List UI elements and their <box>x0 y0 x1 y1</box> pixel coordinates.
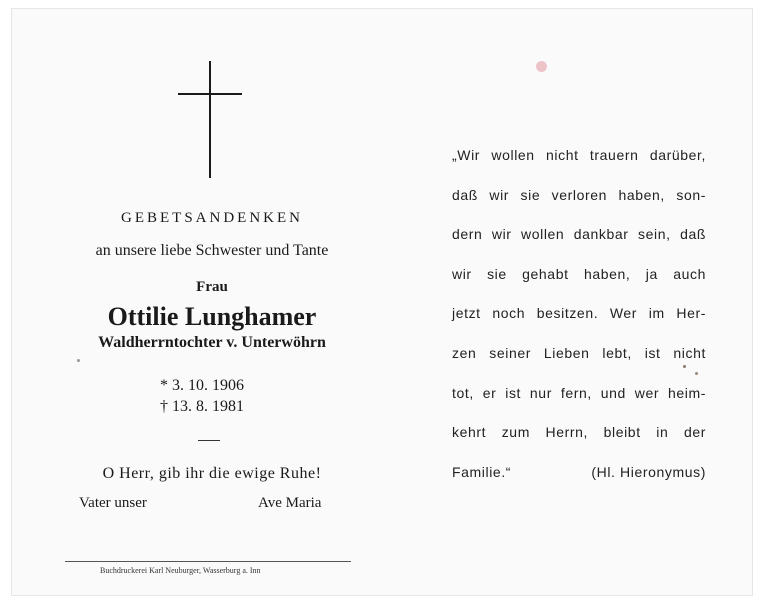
speck-mark <box>77 359 80 362</box>
origin-line: Waldherrntochter v. Unterwöhrn <box>98 334 326 351</box>
printer-imprint: Buchdruckerei Karl Neuburger, Wasserburg a. Inn <box>100 566 261 575</box>
birth-date: * 3. 10. 1906 <box>160 377 244 394</box>
speck-mark <box>695 372 698 375</box>
memorial-card <box>11 8 753 596</box>
quote-line: tot, er ist nur fern, und wer heim- <box>452 384 706 401</box>
salutation: Frau <box>196 279 228 295</box>
deceased-name: Ottilie Lunghamer <box>107 302 317 331</box>
quote-line: „Wir wollen nicht trauern darüber, <box>452 147 706 163</box>
quote-line: kehrt zum Herrn, bleibt in der <box>452 424 706 441</box>
prayer-vater-unser: Vater unser <box>79 495 147 511</box>
card-subheading: an unsere liebe Schwester und Tante <box>95 242 329 259</box>
prayer-ave-maria: Ave Maria <box>258 495 322 511</box>
quote-line: jetzt noch besitzen. Wer im Her- <box>452 305 706 322</box>
quote-author: (Hl. Hieronymus) <box>591 463 706 480</box>
stain-mark <box>536 61 547 72</box>
quote-line: zen seiner Lieben lebt, ist nicht <box>452 344 706 361</box>
card-heading: GEBETSANDENKEN <box>121 210 303 226</box>
quote-line: daß wir sie verloren haben, son- <box>452 186 706 203</box>
quote-block <box>452 136 706 492</box>
quote-line: dern wir wollen dankbar sein, daß <box>452 226 706 243</box>
quote-last-line: Familie.“ <box>452 463 512 480</box>
death-date: † 13. 8. 1981 <box>160 398 244 415</box>
printer-rule <box>65 561 351 562</box>
speck-mark <box>683 365 686 368</box>
quote-footer <box>452 453 706 493</box>
divider <box>198 440 220 441</box>
prayer-line: O Herr, gib ihr die ewige Ruhe! <box>102 465 322 482</box>
quote-line: wir sie gehabt haben, ja auch <box>452 265 706 282</box>
